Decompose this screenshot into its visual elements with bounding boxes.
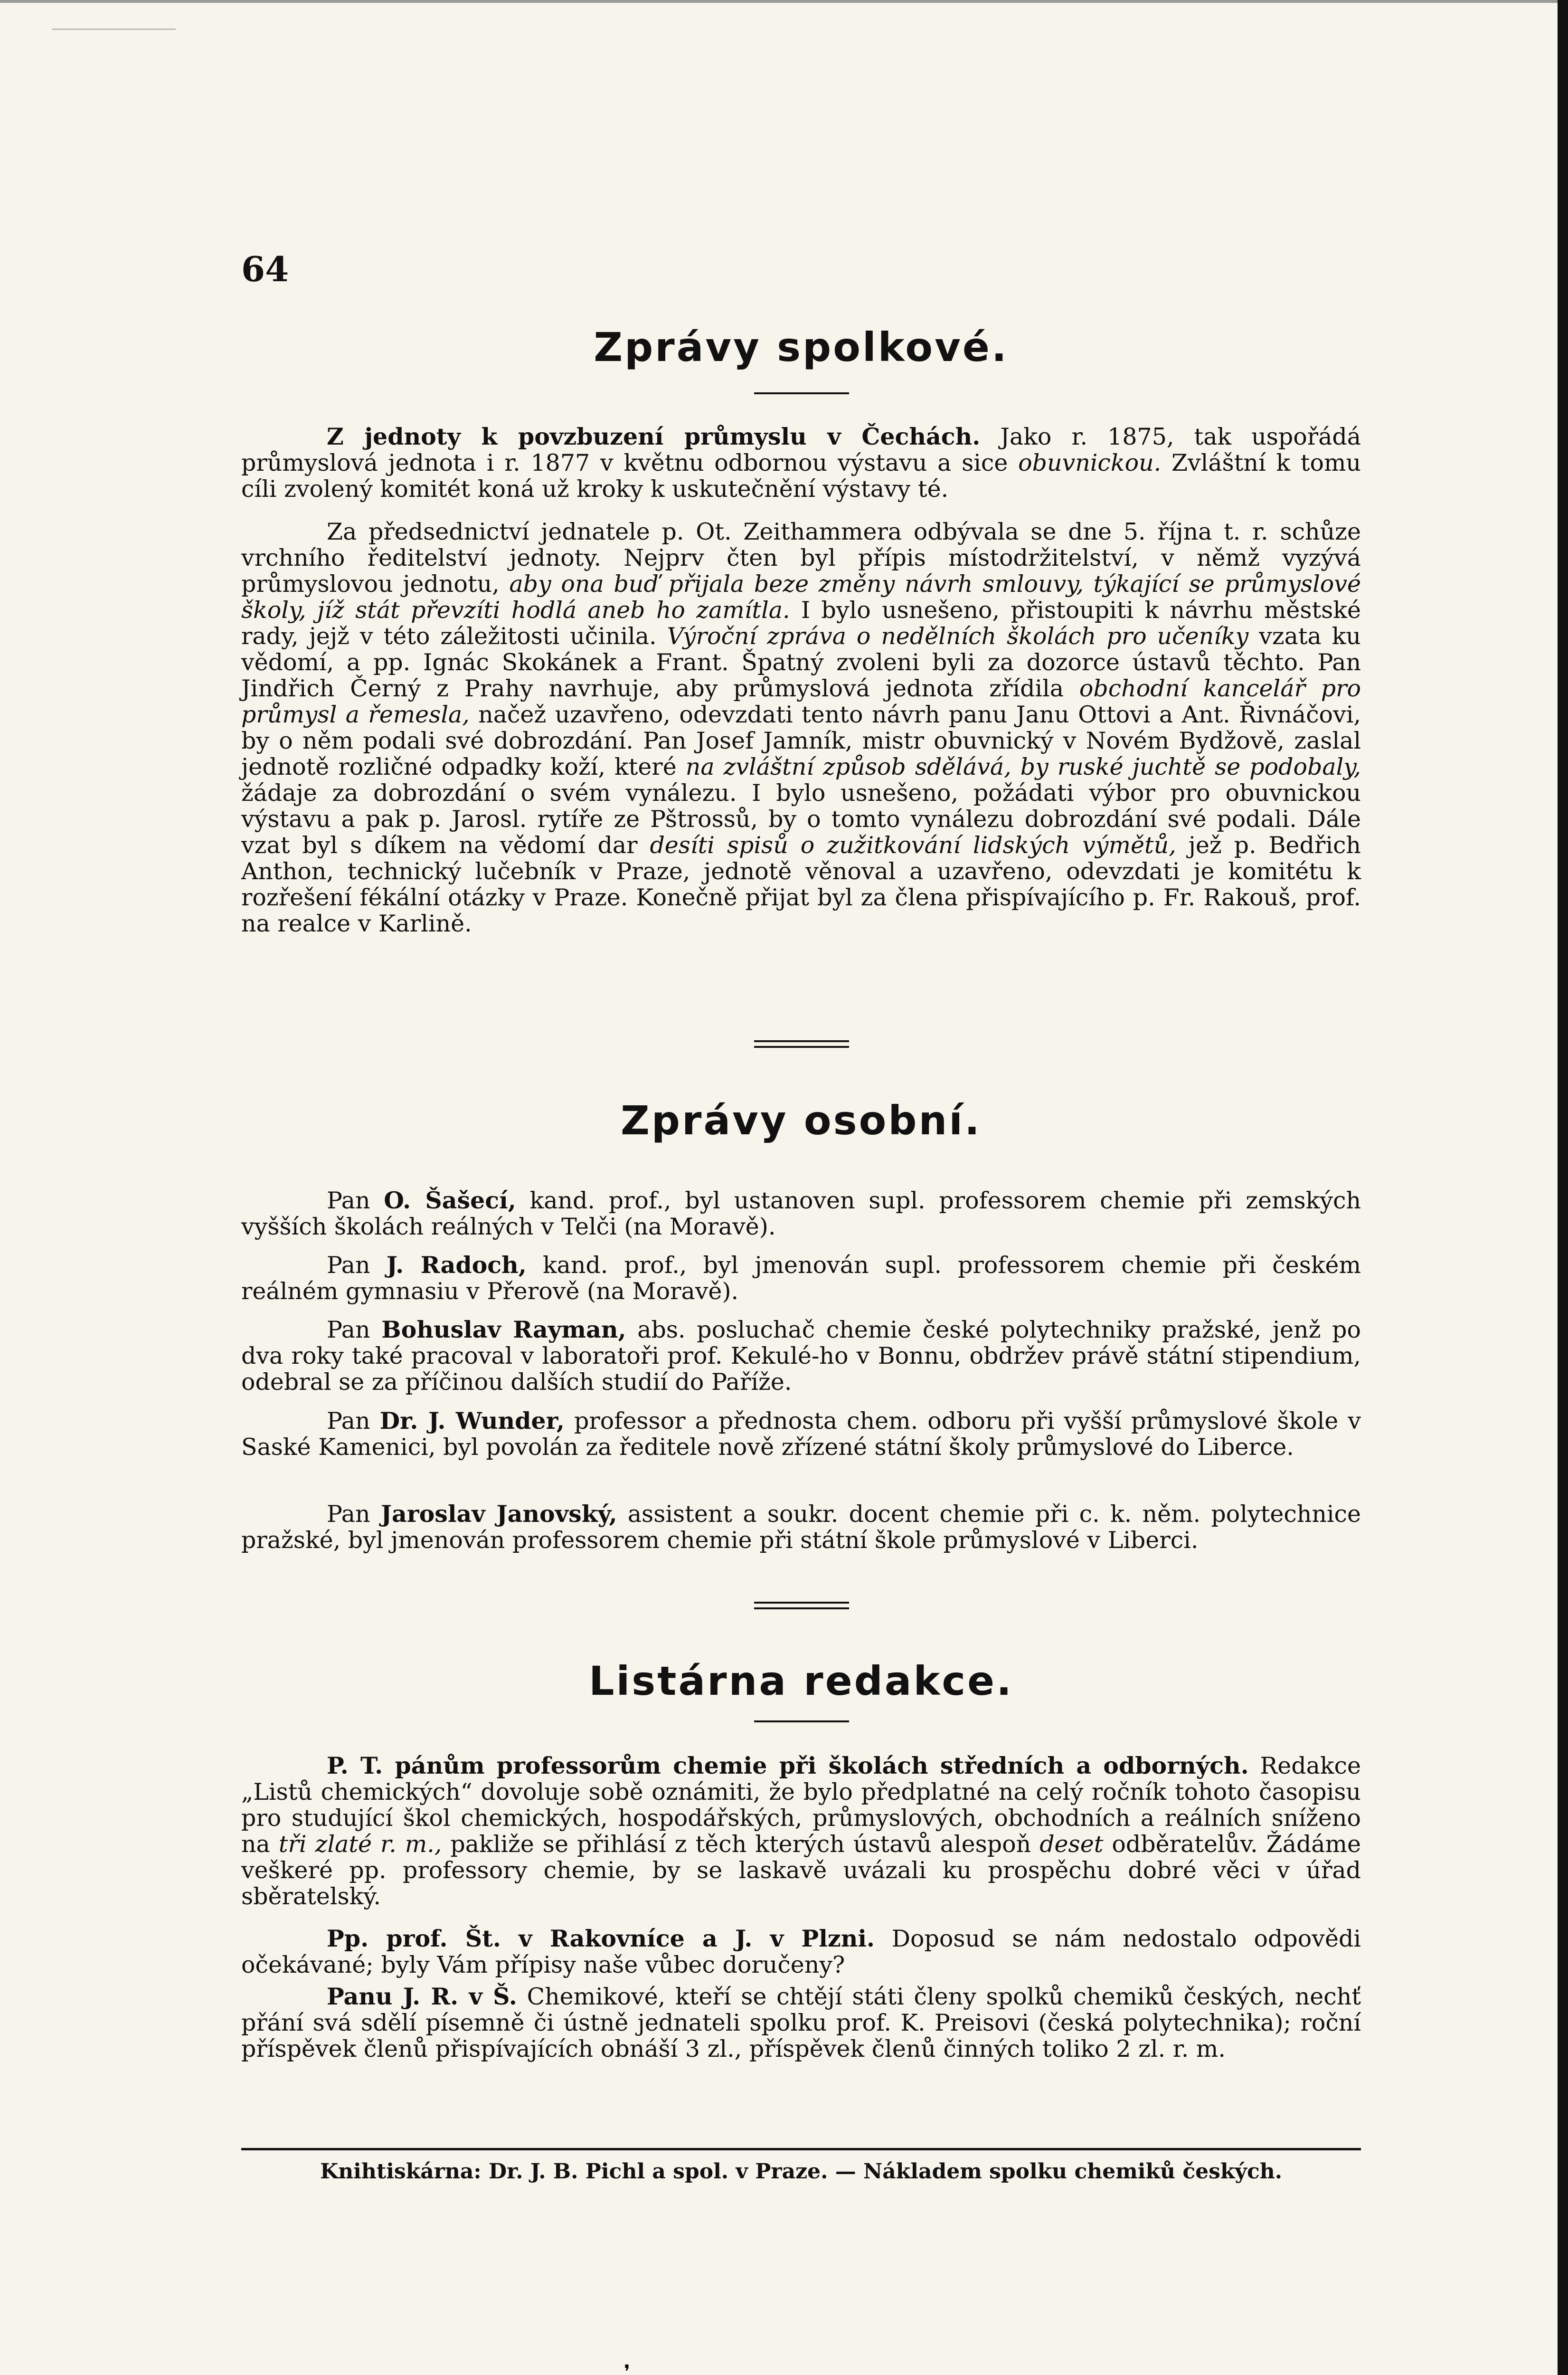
person-name: Bohuslav Rayman, (381, 1316, 626, 1343)
text-run: Pan (327, 1316, 382, 1343)
text-run: žádaje za dobrozdání o svém vynálezu. I bylo usnešeno, požádati výbor pro obuvnickou výstavu a pak p. Jarosl. rytíře ze Pštrossů, by o tomto vynálezu dobrozdání své podali. Dále vzat byl s díkem na vědomí dar (241, 779, 1361, 859)
person-name: Dr. J. Wunder, (379, 1407, 565, 1434)
section-heading-listarna: Listárna redakce. (588, 1658, 1014, 1704)
printer-footer: Knihtiskárna: Dr. J. B. Pichl a spol. v Praze. — Nákladem spolku chemiků českých. (320, 2159, 1283, 2184)
heading-underline (754, 392, 849, 394)
text-run: Pan (327, 1252, 387, 1279)
text-run: abs. posluchač chemie české polytechniky pražské, jenž po dva roky také pracoval v laboratoři prof. Kekulé-ho v Bonnu, obdržev právě státní stipendium, odebral se za příčinou dalších studií do Paříže. (241, 1316, 1361, 1396)
italic-run: desíti spisů o zužitkování lidských výmětů, (650, 832, 1176, 859)
paragraph-jednota-vystava (241, 424, 1361, 502)
text-run: Redakce „Listů chemických“ dovoluje sobě oznámiti, že bylo předplatné na celý ročník tohoto časopisu pro studující škol chemických, hospodářských, průmyslových, obchodních a reálních sníženo na (241, 1752, 1361, 1858)
person-name: O. Šašecí, (384, 1187, 516, 1214)
ink-mark: ❜ (624, 2361, 630, 2375)
notice-lead: P. T. pánům professorům chemie při školách středních a odborných. (327, 1752, 1249, 1779)
italic-run: obuvnickou. (1018, 449, 1162, 476)
notice-jr (241, 1984, 1361, 2062)
text-column (241, 0, 1361, 2375)
paper-crease (52, 28, 176, 30)
text-run: vzata ku vědomí, a pp. Ignác Skokánek a Frant. Špatný zvoleni byli za dozorce ústavů těchto. Pan Jindřich Černý z Prahy navrhuje, aby průmyslová jednota zřídila (241, 623, 1361, 702)
section-separator (754, 1040, 849, 1048)
personal-item (241, 1408, 1361, 1460)
personal-item (241, 1252, 1361, 1304)
person-name: J. Radoch, (386, 1251, 527, 1279)
text-run: assistent a soukr. docent chemie při c. k. něm. polytechnice pražské, byl jmenován professorem chemie při státní škole průmyslové v Liberci. (241, 1501, 1361, 1554)
italic-run: Výroční zpráva o nedělních školách pro učeníky (667, 623, 1249, 650)
italic-run: aby ona buď přijala beze změny návrh smlouvy, týkající se průmyslové školy, jíž stát převzíti hodlá aneb ho zamítla. (241, 570, 1361, 624)
text-run: Pan (327, 1407, 380, 1434)
heading-underline (754, 1720, 849, 1722)
notice-professors (241, 1753, 1361, 1910)
text-run: professor a přednosta chem. odboru při vyšší průmyslové škole v Saské Kamenici, byl povolán za ředitele nově zřízené státní školy průmyslové do Liberce. (241, 1407, 1361, 1461)
text-run: I bylo usnešeno, přistoupiti k návrhu městské rady, jejž v této záležitosti učinila. (241, 597, 1361, 650)
page-number: 64 (241, 249, 289, 289)
footer-rule (241, 2148, 1361, 2150)
person-name: Jaroslav Janovský, (380, 1500, 617, 1528)
text-run: pakliže se přihlásí z těch kterých ústavů alespoň (442, 1831, 1040, 1858)
text-run: Chemikové, kteří se chtějí státi členy spolků chemiků českých, nechť přání svá sdělí písemně či ústně jednateli spolku prof. K. Preisovi (česká polytechnika); roční příspěvek členů přispívajících obnáší 3 zl., příspěvek členů činných toliko 2 zl. r. m. (241, 1983, 1361, 2062)
notice-lead: Pp. prof. Št. v Rakovníce a J. v Plzni. (327, 1925, 875, 1952)
text-run: Pan (327, 1187, 384, 1214)
scan-edge-right (1558, 0, 1568, 2375)
personal-item (241, 1317, 1361, 1395)
text-run: Pan (327, 1501, 381, 1528)
italic-run: tři zlaté r. m., (278, 1831, 442, 1858)
personal-item (241, 1501, 1361, 1553)
section-heading-osobni: Zprávy osobní. (621, 1097, 982, 1144)
text-run: Doposud se nám nedostalo odpovědi očekávané; byly Vám přípisy naše vůbec doručeny? (241, 1925, 1361, 1978)
text-run: kand. prof., byl ustanoven supl. professorem chemie při zemských vyšších školách reálných v Telči (na Moravě). (241, 1187, 1361, 1240)
text-run: Jako r. 1875, tak uspořádá průmyslová jednota i r. 1877 v květnu odbornou výstavu a sice (241, 423, 1361, 476)
paragraph-schuze (241, 519, 1361, 937)
text-run: jež p. Bedřich Anthon, technický lučebník v Praze, jednotě věnoval a uzavřeno, odevzdati je komitétu k rozřešení fékální otázky v Praze. Konečně přijat byl za člena přispívajícího p. Fr. Rakouš, prof. na realce v Karlině. (241, 832, 1361, 937)
italic-run: na zvláštní způsob sdělává, by ruské juchtě se podobaly, (685, 753, 1361, 780)
section-separator (754, 1602, 849, 1609)
paragraph-lead: Z jednoty k povzbuzení průmyslu v Čechách. (327, 423, 981, 450)
text-run: načež uzavřeno, odevzdati tento návrh panu Janu Ottovi a Ant. Řivnáčovi, by o něm podali své dobrozdání. Pan Josef Jamník, mistr obuvnický v Novém Bydžově, zaslal jednotě rozličné odpadky koží, které (241, 701, 1361, 780)
section-heading-spolkove: Zprávy spolkové. (594, 324, 1009, 370)
italic-run: obchodní kancelář pro průmysl a řemesla, (241, 675, 1361, 728)
notice-rakovnik-plzen (241, 1926, 1361, 1978)
text-run: Zvláštní k tomu cíli zvolený komitét koná už kroky k uskutečnění výstavy té. (241, 449, 1361, 503)
text-run: Za předsednictví jednatele p. Ot. Zeithammera odbývala se dne 5. října t. r. schůze vrchního ředitelství jednoty. Nejprv čten byl přípis místodržitelství, v němž vyzývá průmyslovou jednotu, (241, 518, 1361, 598)
notice-lead: Panu J. R. v Š. (327, 1983, 517, 2010)
text-run: kand. prof., byl jmenován supl. professorem chemie při českém reálném gymnasiu v Přerově (na Moravě). (241, 1252, 1361, 1305)
italic-run: deset (1039, 1831, 1104, 1858)
personal-item (241, 1188, 1361, 1240)
text-run: odběratelův. Žádáme veškeré pp. professory chemie, by se laskavě uvázali ku prospěchu dobré věci v úřad sběratelský. (241, 1831, 1361, 1910)
